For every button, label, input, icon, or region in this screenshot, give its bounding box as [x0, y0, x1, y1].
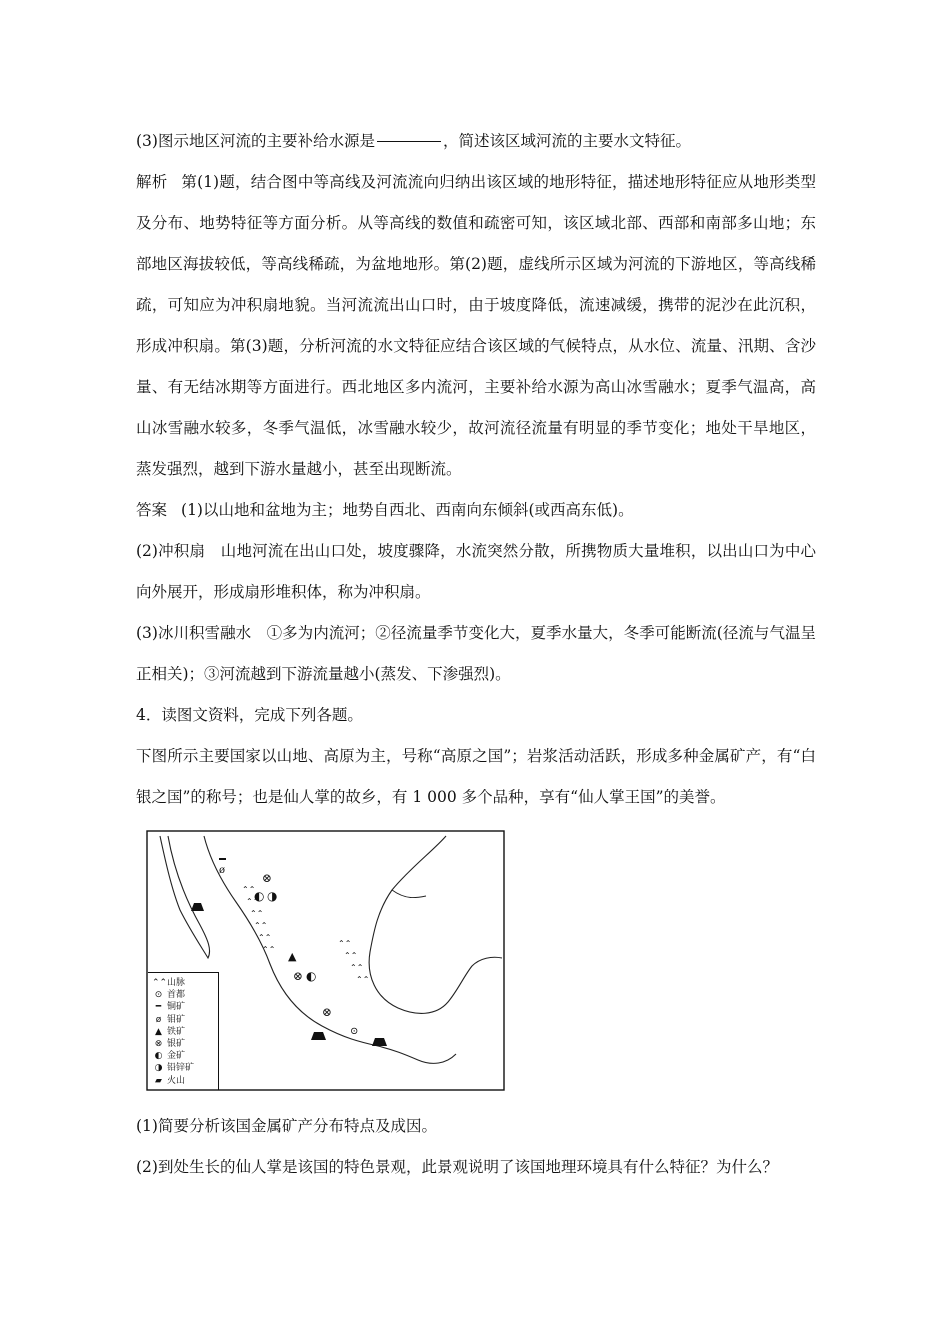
question-4-title: 4．读图文资料，完成下列各题。 [136, 706, 363, 724]
svg-text:⌃⌃: ⌃⌃ [350, 963, 364, 972]
iron-icon: ▲ [155, 1026, 162, 1037]
svg-text:⌃⌃: ⌃⌃ [242, 885, 256, 894]
answer-blank [377, 140, 441, 142]
lead-zinc-symbol-north: ◑ [267, 889, 278, 903]
analysis-text: 第(1)题，结合图中等高线及河流流向归纳出该区域的地形特征，描述地形特征应从地形类型及分布、地势特征等方面分析。从等高线的数值和疏密可知，该区域北部、西部和南部多山地；东部地区海拔较低，等高线稀疏，为盆地地形。第(2)题，虚线所示区域为河流的下游地区，等高线稀疏，可知应为冲积扇地貌。当河流流出山口时，由于坡度降低，流速减缓，携带的泥沙在此沉积，形成冲积扇。第(3)题，分析河流的水文特征应结合该区域的气候特点，从水位、流量、汛期、含沙量、有无结冰期等方面进行。西北地区多内流河，主要补给水源为高山冰雪融水；夏季气温高，高山冰雪融水较多，冬季气温低，冰雪融水较少，故河流径流量有明显的季节变化；地处干旱地区，蒸发强烈，越到下游水量越小，甚至出现断流。 [136, 173, 816, 478]
legend-item: ◑ 铅锌矿 [152, 1062, 218, 1074]
capital-symbol: ⊙ [350, 1026, 359, 1037]
answer-2-paragraph: (2)冲积扇 山地河流在出山口处，坡度骤降，水流突然分散，所携物质大量堆积，以出山口为中心向外展开，形成扇形堆积体，称为冲积扇。 [136, 542, 816, 601]
question-3-text-end: ，简述该区域河流的主要水文特征。 [442, 132, 691, 150]
answer-1-paragraph [136, 490, 816, 531]
question-4-1: (1)简要分析该国金属矿产分布特点及成因。 [136, 1117, 437, 1135]
svg-text:⌃⌃: ⌃⌃ [250, 909, 264, 918]
svg-text:⌃⌃: ⌃⌃ [246, 897, 260, 906]
svg-text:⌃⌃: ⌃⌃ [344, 951, 358, 960]
answer-1-text: (1)以山地和盆地为主；地势自西北、西南向东倾斜(或西高东低)。 [181, 501, 634, 519]
capital-icon: ⊙ [154, 990, 163, 1001]
molybdenum-icon: ø [155, 1014, 162, 1025]
gold-icon: ◐ [154, 1051, 163, 1062]
question-3-line [136, 121, 816, 162]
silver-icon: ⊗ [154, 1039, 163, 1050]
question-3-text: (3)图示地区河流的主要补给水源是 [136, 132, 375, 150]
mexico-mineral-map [146, 830, 506, 1092]
copper-icon: ━ [155, 1002, 162, 1013]
silver-symbol-central: ⊗ [293, 969, 304, 983]
analysis-paragraph [136, 162, 816, 490]
mountain-icon: ⌃⌃ [152, 978, 168, 988]
svg-text:⌃⌃: ⌃⌃ [262, 945, 276, 954]
silver-symbol-north: ⊗ [262, 871, 273, 885]
answer-3-paragraph: (3)冰川积雪融水 ①多为内流河；②径流量季节变化大，夏季水量大，冬季可能断流(径流与气温呈正相关)；③河流越到下游流量越小(蒸发、下渗强烈)。 [136, 624, 816, 683]
analysis-label: 解析 [136, 173, 168, 191]
legend-item: ▰ 火山 [152, 1075, 218, 1087]
volcano-icon: ▰ [155, 1075, 162, 1086]
svg-text:⌃⌃: ⌃⌃ [356, 975, 370, 984]
legend-item: ⊙ 首都 [152, 989, 218, 1001]
document-body [136, 121, 816, 1188]
legend-item: ◐ 金矿 [152, 1050, 218, 1062]
answer-label: 答案 [136, 501, 168, 519]
legend-item: ⊗ 银矿 [152, 1038, 218, 1050]
legend-item: ø 钼矿 [152, 1014, 218, 1026]
molybdenum-symbol: ø [219, 865, 226, 876]
legend-item: ━ 铜矿 [152, 1001, 218, 1013]
gold-symbol-central: ◐ [306, 969, 317, 983]
svg-text:⌃⌃: ⌃⌃ [254, 921, 268, 930]
svg-text:⌃⌃: ⌃⌃ [258, 933, 272, 942]
svg-text:⌃⌃: ⌃⌃ [338, 939, 352, 948]
iron-symbol: ▲ [288, 950, 297, 963]
legend-item: ▲ 铁矿 [152, 1026, 218, 1038]
copper-symbol [219, 858, 226, 860]
gold-symbol-north: ◐ [254, 889, 265, 903]
question-4-intro: 下图所示主要国家以山地、高原为主，号称“高原之国”；岩浆活动活跃，形成多种金属矿产，有“白银之国”的称号；也是仙人掌的故乡，有 1 000 多个品种，享有“仙人掌王国”的美誉。 [136, 747, 816, 806]
legend-item: ⌃⌃ 山脉 [152, 978, 186, 988]
question-4-2: (2)到处生长的仙人掌是该国的特色景观，此景观说明了该国地理环境具有什么特征？为什么？ [136, 1158, 778, 1176]
map-legend [148, 972, 219, 1090]
lead-zinc-icon: ◑ [154, 1063, 163, 1074]
silver-symbol-south: ⊗ [322, 1005, 333, 1019]
